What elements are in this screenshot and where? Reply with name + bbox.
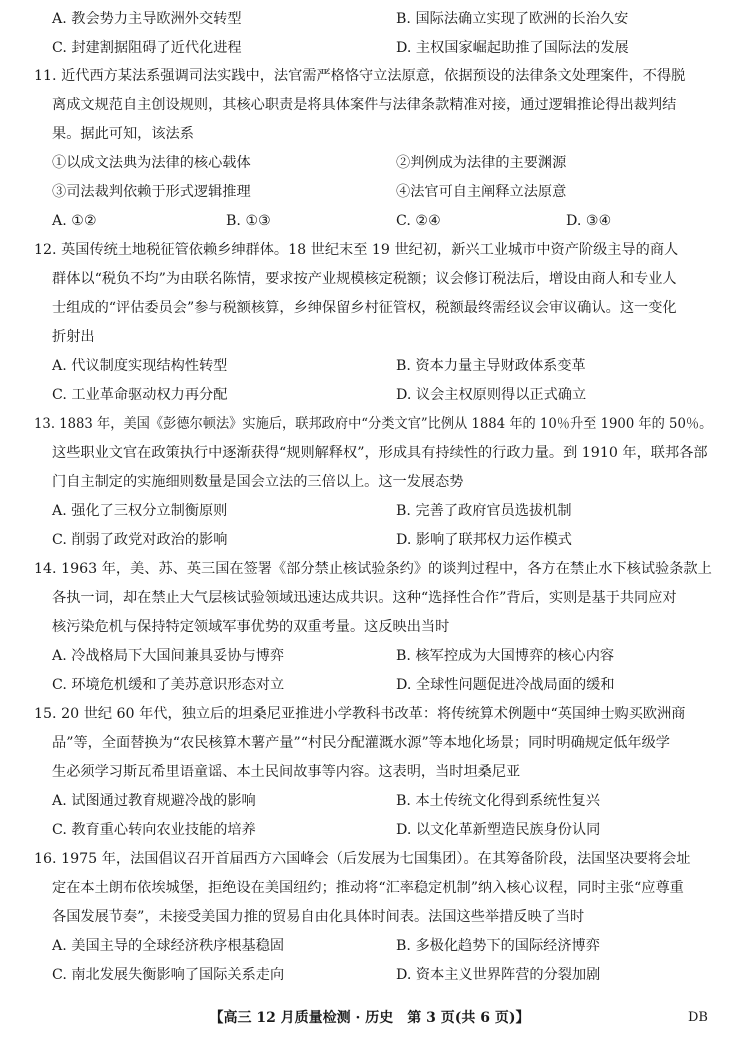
q15-option-a: A. 试图通过教育规避冷战的影响 (52, 793, 256, 809)
paper-code: DB (688, 1010, 708, 1025)
q13-stem-line-3: 门自主制定的实施细则数量是国会立法的三倍以上。这一发展态势 (52, 474, 464, 490)
q12-stem-line-1: 12. 英国传统土地税征管依赖乡绅群体。18 世纪末至 19 世纪初，新兴工业城市中资产阶级主导的商人 (34, 242, 679, 258)
page-footer: 【高三 12 月质量检测 · 历史 第 3 页(共 6 页)】 (209, 1010, 530, 1026)
q14-option-c: C. 环境危机缓和了美苏意识形态对立 (52, 677, 285, 693)
q10-option-d: D. 主权国家崛起助推了国际法的发展 (396, 40, 629, 56)
q16-option-b: B. 多极化趋势下的国际经济博弈 (396, 938, 600, 954)
q14-stem-line-2: 各执一词，却在禁止大气层核试验领域迅速达成共识。这种“选择性合作”背后，实则是基于共同应对 (52, 590, 677, 606)
q13-option-d: D. 影响了联邦权力运作模式 (396, 532, 572, 548)
q12-stem-line-2: 群体以“税负不均”为由联名陈情，要求按产业规模核定税额；议会修订税法后，增设由商人和专业人 (52, 271, 677, 287)
q11-option-b: B. ①③ (226, 213, 271, 229)
q10-option-a: A. 教会势力主导欧洲外交转型 (52, 11, 242, 27)
q16-option-a: A. 美国主导的全球经济秩序根基稳固 (52, 938, 285, 954)
q16-stem-line-1: 16. 1975 年，法国倡议召开首届西方六国峰会（后发展为七国集团）。在其筹备阶段，法国坚决要将会址 (34, 851, 691, 867)
q12-stem-line-4: 折射出 (52, 329, 95, 345)
q13-stem-line-1: 13. 1883 年，美国《彭德尔顿法》实施后，联邦政府中“分类文官”比例从 1884 年的 10％升至 1900 年的 50％。 (34, 416, 713, 432)
q12-option-b: B. 资本力量主导财政体系变革 (396, 358, 586, 374)
q15-option-c: C. 教育重心转向农业技能的培养 (52, 822, 256, 838)
q14-stem-line-3: 核污染危机与保持特定领域军事优势的双重考量。这反映出当时 (52, 619, 450, 635)
q14-option-a: A. 冷战格局下大国间兼具妥协与博弈 (52, 648, 285, 664)
q13-option-b: B. 完善了政府官员选拔机制 (396, 503, 572, 519)
q11-stem-line-1: 11. 近代西方某法系强调司法实践中，法官需严格恪守立法原意，依据预设的法律条文处理案件，不得脱 (34, 68, 686, 84)
q15-option-b: B. 本土传统文化得到系统性复兴 (396, 793, 600, 809)
q11-stem-line-2: 离成文规范自主创设规则，其核心职责是将具体案件与法律条款精准对接，通过逻辑推论得出裁判结 (52, 97, 677, 113)
q11-option-a: A. ①② (52, 213, 97, 229)
q12-option-a: A. 代议制度实现结构性转型 (52, 358, 228, 374)
q14-stem-line-1: 14. 1963 年，美、苏、英三国在签署《部分禁止核试验条约》的谈判过程中，各方在禁止水下核试验条款上 (34, 561, 712, 577)
q15-stem-line-2: 品”等，全面替换为“农民核算木薯产量”“村民分配灌溉水源”等本地化场景；同时明确规定低年级学 (52, 735, 670, 751)
q14-option-d: D. 全球性问题促进冷战局面的缓和 (396, 677, 615, 693)
q11-option-c: C. ②④ (396, 213, 441, 229)
q12-stem-line-3: 士组成的“评估委员会”参与税额核算，乡绅保留乡村征管权，税额最终需经议会审议确认。这一变化 (52, 300, 677, 316)
q12-option-c: C. 工业革命驱动权力再分配 (52, 387, 228, 403)
q14-option-b: B. 核军控成为大国博弈的核心内容 (396, 648, 615, 664)
q13-option-c: C. 削弱了政党对政治的影响 (52, 532, 228, 548)
q11-item-3: ③司法裁判依赖于形式逻辑推理 (52, 184, 251, 200)
q16-stem-line-2: 定在本土朗布依埃城堡，拒绝设在美国纽约；推动将“汇率稳定机制”纳入核心议程，同时主张“应尊重 (52, 880, 684, 896)
q15-stem-line-3: 生必须学习斯瓦希里语童谣、本土民间故事等内容。这表明，当时坦桑尼亚 (52, 764, 521, 780)
q11-stem-line-3: 果。据此可知，该法系 (52, 126, 194, 142)
q12-option-d: D. 议会主权原则得以正式确立 (396, 387, 587, 403)
q11-option-d: D. ③④ (566, 213, 612, 229)
q13-stem-line-2: 这些职业文官在政策执行中逐渐获得“规则解释权”，形成具有持续性的行政力量。到 1910 年，联邦各部 (52, 445, 708, 461)
q16-stem-line-3: 各国发展节奏”，未接受美国力推的贸易自由化具体时间表。法国这些举措反映了当时 (52, 909, 585, 925)
q10-option-c: C. 封建割据阻碍了近代化进程 (52, 40, 242, 56)
q11-item-1: ①以成文法典为法律的核心载体 (52, 155, 251, 171)
q16-option-c: C. 南北发展失衡影响了国际关系走向 (52, 967, 285, 983)
q10-option-b: B. 国际法确立实现了欧洲的长治久安 (396, 11, 629, 27)
q11-item-2: ②判例成为法律的主要渊源 (396, 155, 567, 171)
q15-option-d: D. 以文化革新塑造民族身份认同 (396, 822, 601, 838)
q16-option-d: D. 资本主义世界阵营的分裂加剧 (396, 967, 601, 983)
q15-stem-line-1: 15. 20 世纪 60 年代，独立后的坦桑尼亚推进小学教科书改革：将传统算术例题中“英国绅士购买欧洲商 (34, 706, 686, 722)
q11-item-4: ④法官可自主阐释立法原意 (396, 184, 567, 200)
q13-option-a: A. 强化了三权分立制衡原则 (52, 503, 228, 519)
